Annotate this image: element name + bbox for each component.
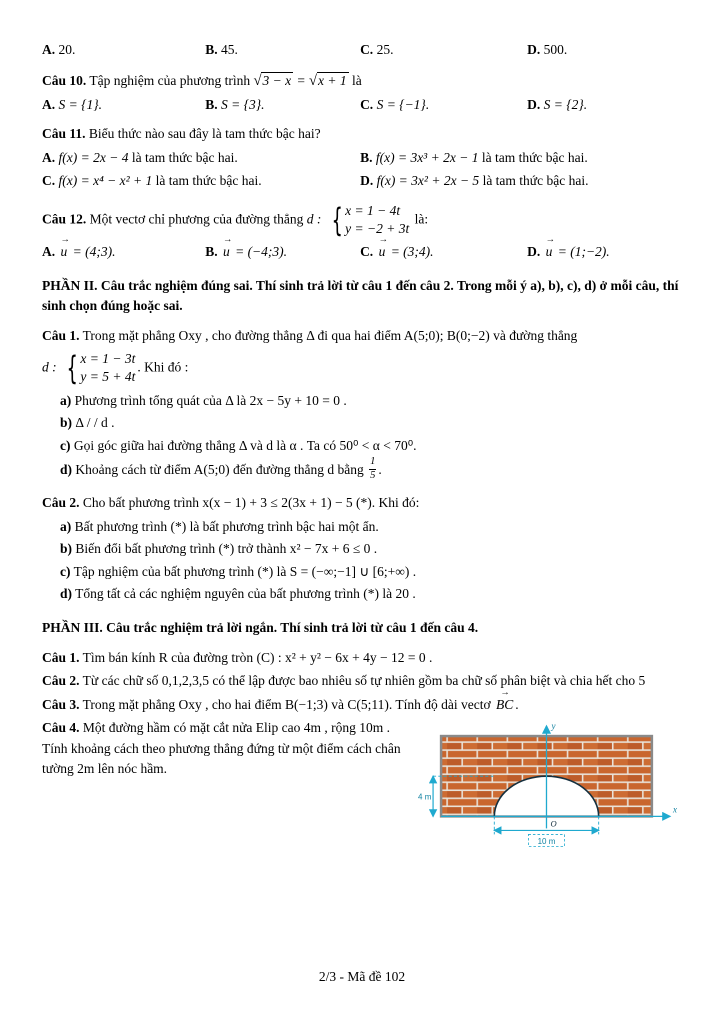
q4-figure-container	[417, 718, 682, 848]
option-text: = (−4;3).	[235, 244, 288, 260]
p2-q1-item-d	[42, 458, 682, 484]
y-axis-label: y	[551, 721, 556, 732]
item-label: b)	[60, 415, 73, 431]
part2-heading: PHẦN II. Câu trắc nghiệm đúng sai. Thí sinh trả lời từ câu 1 đến câu 2. Trong mỗi ý a), b), c), d) ở mỗi câu, thí sinh chọn đúng hoặc sai.	[42, 277, 679, 314]
vector-symbol: → BC	[496, 695, 513, 716]
question-number: Câu 1.	[42, 327, 80, 343]
option-text: là tam thức bậc hai.	[131, 149, 238, 165]
tunnel-figure	[417, 718, 682, 848]
option-label: B.	[360, 149, 373, 165]
q11-options-grid	[42, 148, 682, 192]
question-number: Câu 4.	[42, 720, 80, 736]
item-label: b)	[60, 541, 73, 557]
q9-options-row	[42, 40, 682, 61]
option-label: D.	[527, 244, 541, 260]
radical-sign-icon: √	[253, 72, 262, 89]
radical-sign-icon: √	[308, 72, 317, 89]
option-math: f(x) = x⁴ − x² + 1	[58, 173, 153, 189]
page-footer: 2/3 - Mã đề 102	[318, 969, 406, 985]
height-dimension-label: 4 m	[418, 792, 432, 802]
question-number: Câu 2.	[42, 495, 80, 511]
item-label: d)	[60, 462, 73, 478]
line-d-label: d :	[42, 359, 57, 375]
question-text: Trong mặt phẳng Oxy , cho hai điểm B(−1;3) và C(5;11). Tính độ dài vectơ	[82, 696, 491, 712]
item-text: Tập nghiệm của bất phương trình (*) là S = (−∞;−1] ∪ [6;+∞) .	[73, 563, 417, 579]
question-text-after: .	[515, 696, 519, 712]
sqrt-expression	[253, 73, 293, 88]
vector-symbol: → u	[546, 242, 553, 263]
left-brace-icon: {	[66, 349, 78, 388]
question-text: Trong mặt phẳng Oxy , cho đường thẳng Δ đi qua hai điểm A(5;0); B(0;−2) và đường thẳng	[82, 327, 578, 343]
q11-question	[42, 124, 682, 145]
origin-label: O	[550, 818, 557, 829]
radicand: 3 − x	[262, 72, 292, 88]
system-lines	[80, 350, 135, 386]
q10-question	[42, 70, 682, 92]
option-label: C.	[42, 173, 56, 189]
option-text: là tam thức bậc hai.	[155, 173, 262, 189]
question-text: Tập nghiệm của phương trình	[89, 72, 251, 88]
p2-q1-system-line	[42, 349, 682, 387]
x-axis-label: x	[672, 804, 677, 815]
item-label: a)	[60, 392, 72, 408]
p2-q1-block	[42, 326, 682, 485]
radicand: x + 1	[317, 72, 347, 88]
q11-option-d	[360, 171, 682, 192]
item-label: c)	[60, 563, 71, 579]
option-label: A.	[42, 42, 56, 57]
option-label: D.	[527, 96, 541, 112]
equation-system	[62, 350, 135, 386]
question-text: Tìm bán kính R của đường tròn (C) : x² + y² − 6x + 4y − 12 = 0 .	[82, 649, 433, 665]
option-label: C.	[360, 42, 374, 57]
option-text: là tam thức bậc hai.	[481, 149, 588, 165]
option-text: = (1;−2).	[557, 244, 610, 260]
q11-option-b	[360, 148, 682, 169]
option-label: C.	[360, 244, 374, 260]
option-label: C.	[360, 96, 374, 112]
q12-option-d	[527, 242, 682, 263]
q12-option-b	[205, 242, 360, 263]
p3-q3-question	[42, 695, 682, 716]
p2-q1-item-c	[42, 436, 682, 457]
q10-option-c	[360, 95, 527, 116]
p2-q2-item-d	[42, 584, 682, 605]
q9-option-b	[205, 40, 360, 61]
p2-q1-question	[42, 326, 682, 347]
item-label: d)	[60, 586, 73, 602]
q10-block	[42, 70, 682, 116]
option-text: S = {1}.	[58, 96, 103, 112]
item-text: Gọi góc giữa hai đường thẳng Δ và d là α . Ta có 50⁰ < α < 70⁰.	[73, 437, 417, 453]
p3-q1-question	[42, 648, 682, 669]
vector-symbol: → u	[223, 242, 230, 263]
q10-option-b	[205, 95, 360, 116]
option-text: 45.	[220, 42, 238, 57]
equation-system	[327, 202, 409, 238]
p2-q2-item-a	[42, 517, 682, 538]
option-text: = (3;4).	[390, 244, 434, 260]
question-number: Câu 2.	[42, 673, 80, 689]
q10-option-a	[42, 95, 205, 116]
system-lines	[345, 202, 409, 238]
q12-question	[42, 201, 682, 239]
system-line-1: x = 1 − 3t	[80, 351, 136, 367]
left-brace-icon: {	[331, 200, 343, 239]
question-number: Câu 11.	[42, 126, 86, 142]
question-text: Một vectơ chỉ phương của đường thẳng	[89, 211, 304, 227]
option-label: A.	[42, 96, 56, 112]
question-number: Câu 3.	[42, 696, 80, 712]
p3-q4-block	[42, 718, 682, 848]
p2-q1-item-b	[42, 413, 682, 434]
system-line-1: x = 1 − 4t	[345, 202, 401, 218]
item-text: Khoảng cách từ điểm A(5;0) đến đường thẳng d bằng	[75, 462, 364, 478]
q10-option-d	[527, 95, 682, 116]
q11-block	[42, 124, 682, 192]
p3-q2-question	[42, 671, 682, 692]
question-number: Câu 12.	[42, 211, 87, 227]
option-label: B.	[205, 42, 218, 57]
p3-q4-question	[42, 718, 403, 780]
option-label: D.	[527, 42, 541, 57]
p2-q2-block	[42, 493, 682, 605]
question-number: Câu 10.	[42, 72, 87, 88]
p2-q1-item-a	[42, 391, 682, 412]
option-text: 25.	[376, 42, 394, 57]
fraction	[369, 456, 376, 482]
question-text: Từ các chữ số 0,1,2,3,5 có thể lập được bao nhiêu số tự nhiên gồm ba chữ số phân biệt và chia hết cho 5	[82, 673, 646, 689]
option-text: là tam thức bậc hai.	[482, 173, 589, 189]
p2-q2-question	[42, 493, 682, 514]
q12-option-a	[42, 242, 205, 263]
fraction-numerator: 1	[370, 456, 376, 468]
vector-symbol: → u	[379, 242, 386, 263]
option-label: B.	[205, 244, 218, 260]
option-text: 500.	[543, 42, 568, 57]
question-text-after: . Khi đó :	[137, 359, 189, 375]
option-text: S = {2}.	[543, 96, 588, 112]
q12-block	[42, 201, 682, 263]
question-text-after: là:	[414, 211, 429, 227]
sqrt-expression	[309, 73, 349, 88]
option-label: B.	[205, 96, 218, 112]
q9-option-c	[360, 40, 527, 61]
p2-q2-item-c	[42, 562, 682, 583]
option-text: = (4;3).	[72, 244, 116, 260]
q10-options-row	[42, 95, 682, 116]
q9-option-a	[42, 40, 205, 61]
question-text-after: là	[351, 72, 362, 88]
question-text: Biểu thức nào sau đây là tam thức bậc hai?	[88, 126, 321, 142]
q12-option-c	[360, 242, 527, 263]
system-line-2: y = −2 + 3t	[345, 220, 410, 236]
option-text: 20.	[58, 42, 76, 57]
item-text: Bất phương trình (*) là bất phương trình bậc hai một ẩn.	[74, 518, 379, 534]
item-text: Δ / / d .	[75, 415, 115, 431]
p2-q2-item-b	[42, 539, 682, 560]
system-line-2: y = 5 + 4t	[80, 369, 136, 385]
q12-options-row	[42, 242, 682, 263]
option-math: f(x) = 3x² + 2x − 5	[376, 173, 480, 189]
option-text: S = {3}.	[220, 96, 265, 112]
part3-heading: PHẦN III. Câu trắc nghiệm trả lời ngắn. Thí sinh trả lời từ câu 1 đến câu 4.	[42, 619, 479, 635]
option-text: S = {−1}.	[376, 96, 430, 112]
q9-option-d	[527, 40, 682, 61]
item-label: a)	[60, 518, 72, 534]
option-math: f(x) = 3x³ + 2x − 1	[375, 149, 479, 165]
question-number: Câu 1.	[42, 649, 80, 665]
option-label: A.	[42, 149, 56, 165]
q11-option-c	[42, 171, 360, 192]
option-label: D.	[360, 173, 374, 189]
question-text: Một đường hầm có mặt cắt nửa Elip cao 4m , rộng 10m . Tính khoảng cách theo phương thẳng đứng từ một điểm cách chân tường 2m lên nóc hầm.	[42, 720, 401, 777]
fraction-denominator: 5	[370, 469, 376, 481]
item-text: Biến đổi bất phương trình (*) trở thành x² − 7x + 6 ≤ 0 .	[75, 541, 378, 557]
equals-sign: =	[296, 72, 306, 88]
vector-symbol: → u	[61, 242, 68, 263]
option-label: A.	[42, 244, 56, 260]
width-dimension-label: 10 m	[537, 837, 556, 847]
item-text-after: .	[378, 462, 382, 478]
line-d-label: d :	[306, 211, 322, 227]
option-math: f(x) = 2x − 4	[58, 149, 129, 165]
q11-option-a	[42, 148, 360, 169]
item-label: c)	[60, 437, 71, 453]
item-text: Phương trình tổng quát của Δ là 2x − 5y + 10 = 0 .	[74, 392, 347, 408]
question-text: Cho bất phương trình x(x − 1) + 3 ≤ 2(3x + 1) − 5 (*). Khi đó:	[82, 495, 420, 511]
item-text: Tổng tất cả các nghiệm nguyên của bất phương trình (*) là 20 .	[75, 586, 416, 602]
